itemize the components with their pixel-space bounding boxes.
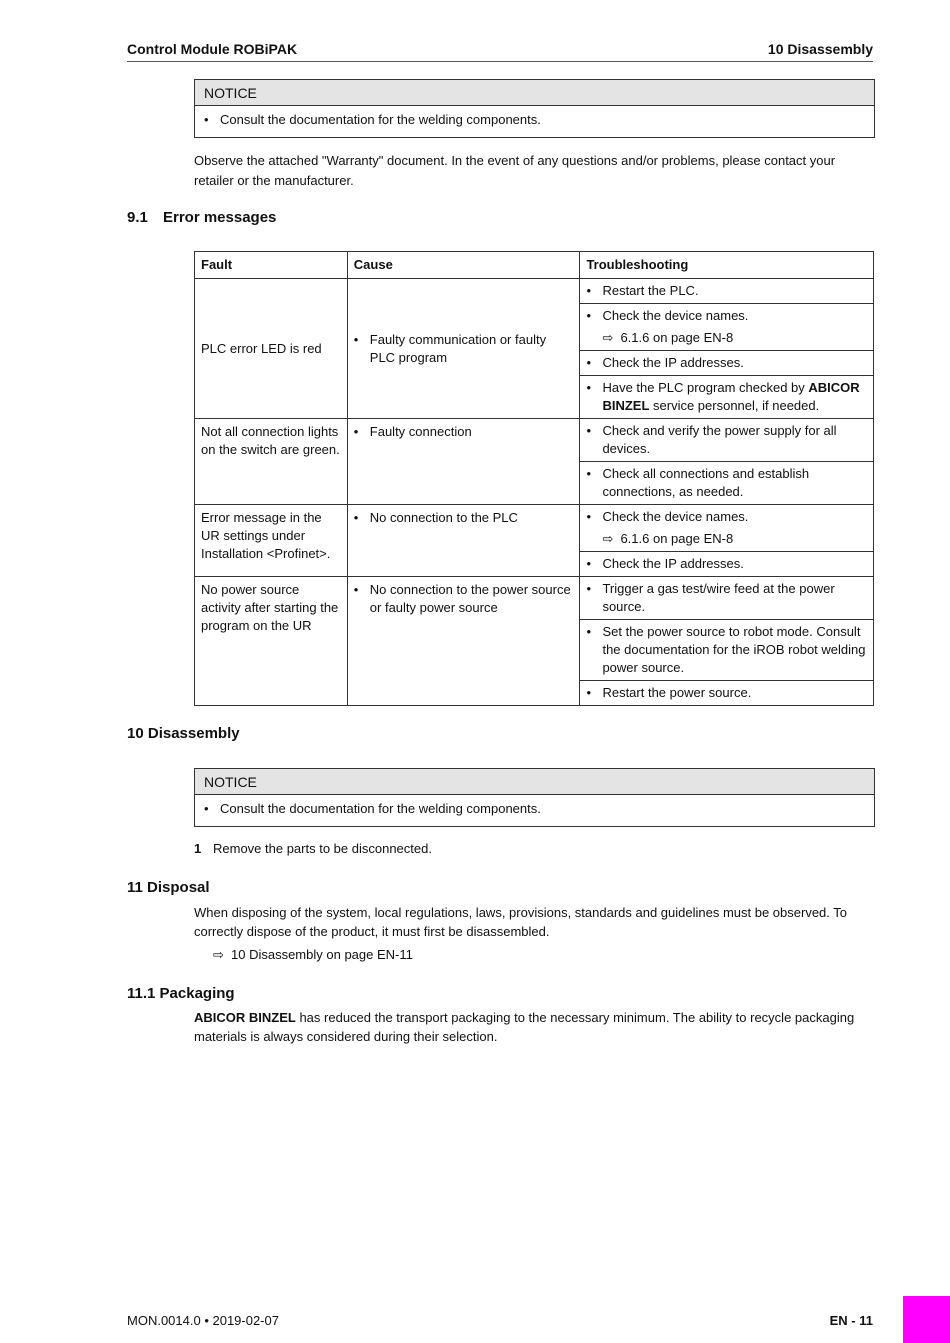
bullet-icon: • xyxy=(586,624,592,639)
cross-reference[interactable] xyxy=(213,946,413,964)
cause-cell xyxy=(347,577,580,706)
troubleshooting-text: Check all connections and establish connections, as needed. xyxy=(602,466,810,499)
notice-title: NOTICE xyxy=(195,80,874,106)
column-header-fault: Fault xyxy=(195,252,348,279)
reference-arrow-icon: ⇨ xyxy=(602,330,614,345)
bullet-icon: • xyxy=(586,380,592,395)
notice-text: Consult the documentation for the welding components. xyxy=(220,801,541,816)
troubleshooting-cell xyxy=(580,577,874,620)
column-header-cause: Cause xyxy=(347,252,580,279)
table-row xyxy=(195,419,874,462)
bullet-icon: • xyxy=(353,331,359,347)
troubleshooting-cell xyxy=(580,681,874,706)
page-tab-marker xyxy=(903,1296,950,1343)
notice-bullet xyxy=(204,800,865,818)
cause-cell xyxy=(347,505,580,577)
section-heading-9-1: 9.1 Error messages xyxy=(127,209,277,226)
troubleshooting-cell xyxy=(580,462,874,505)
bullet-icon: • xyxy=(586,355,592,370)
packaging-text: has reduced the transport packaging to the necessary minimum. The ability to recycle packaging materials is always considered during their selection. xyxy=(194,1010,855,1044)
troubleshooting-text: Check the IP addresses. xyxy=(602,355,744,370)
header-document-title: Control Module ROBiPAK xyxy=(127,41,298,57)
troubleshooting-text: Trigger a gas test/wire feed at the power source. xyxy=(602,581,835,614)
bullet-icon: • xyxy=(586,556,592,571)
troubleshooting-text: Check the device names. xyxy=(602,308,749,323)
cause-cell xyxy=(347,279,580,419)
troubleshooting-text: Check the device names. xyxy=(602,509,749,524)
troubleshooting-cell xyxy=(580,376,874,419)
packaging-paragraph xyxy=(194,1008,874,1046)
step-text: Remove the parts to be disconnected. xyxy=(213,841,432,856)
table-header-row xyxy=(195,252,874,279)
troubleshooting-cell xyxy=(580,552,874,577)
bullet-icon: • xyxy=(586,466,592,481)
error-messages-table xyxy=(194,251,874,706)
section-heading-10: 10 Disassembly xyxy=(127,725,240,742)
bullet-icon: • xyxy=(586,423,592,438)
page-number: EN - 11 xyxy=(829,1313,873,1328)
troubleshooting-cell xyxy=(580,620,874,681)
notice-title: NOTICE xyxy=(195,769,874,795)
section-heading-11: 11 Disposal xyxy=(127,879,210,896)
table-row xyxy=(195,279,874,304)
fault-cell: Error message in the UR settings under Installation <Profinet>. xyxy=(195,505,348,577)
cause-text: No connection to the power source or faulty power source xyxy=(369,582,571,615)
fault-cell: Not all connection lights on the switch are green. xyxy=(195,419,348,505)
bullet-icon: • xyxy=(586,283,592,298)
bullet-icon: • xyxy=(586,509,592,524)
troubleshooting-text: Check and verify the power supply for all devices. xyxy=(602,423,837,456)
notice-box xyxy=(194,768,875,827)
step-number: 1 xyxy=(194,841,202,856)
header-divider xyxy=(127,61,873,62)
step-item xyxy=(194,840,432,858)
column-header-troubleshooting: Troubleshooting xyxy=(580,252,874,279)
troubleshooting-cell xyxy=(580,304,874,351)
footer-doc-id: MON.0014.0 • 2019-02-07 xyxy=(127,1313,279,1328)
bullet-icon: • xyxy=(204,112,209,127)
troubleshooting-cell xyxy=(580,279,874,304)
table-row xyxy=(195,577,874,620)
fault-cell: No power source activity after starting the program on the UR xyxy=(195,577,348,706)
reference-arrow-icon: ⇨ xyxy=(602,531,614,546)
table-row xyxy=(195,505,874,552)
header-chapter-title: 10 Disassembly xyxy=(767,41,873,57)
troubleshooting-text: Restart the power source. xyxy=(602,685,752,700)
troubleshooting-text: Check the IP addresses. xyxy=(602,556,744,571)
reference-link[interactable]: 10 Disassembly on page EN-11 xyxy=(231,947,413,962)
notice-text: Consult the documentation for the welding components. xyxy=(220,112,541,127)
notice-box xyxy=(194,79,875,138)
bullet-icon: • xyxy=(586,581,592,596)
reference-link[interactable]: 6.1.6 on page EN-8 xyxy=(620,330,734,345)
troubleshooting-text: Set the power source to robot mode. Consult the documentation for the iROB robot welding power source. xyxy=(602,624,866,675)
bullet-icon: • xyxy=(353,510,359,525)
troubleshooting-text: Restart the PLC. xyxy=(602,283,699,298)
warranty-paragraph: Observe the attached "Warranty" document. In the event of any questions and/or problems, please contact your retailer or the manufacturer. xyxy=(194,153,836,188)
section-heading-11-1: 11.1 Packaging xyxy=(127,985,235,1002)
troubleshooting-cell xyxy=(580,351,874,376)
fault-cell: PLC error LED is red xyxy=(195,279,348,419)
reference-link[interactable]: 6.1.6 on page EN-8 xyxy=(620,531,734,546)
bullet-icon: • xyxy=(353,582,359,597)
troubleshooting-cell xyxy=(580,419,874,462)
cause-text: No connection to the PLC xyxy=(369,510,518,525)
brand-name: ABICOR BINZEL xyxy=(194,1010,296,1025)
bullet-icon: • xyxy=(353,424,359,439)
troubleshooting-text: Have the PLC program checked by ABICOR BINZEL service personnel, if needed. xyxy=(602,380,860,413)
bullet-icon: • xyxy=(204,801,209,816)
cross-reference[interactable] xyxy=(586,530,867,548)
cause-cell xyxy=(347,419,580,505)
reference-arrow-icon: ⇨ xyxy=(213,947,224,962)
notice-bullet xyxy=(204,111,865,129)
brand-name: ABICOR BINZEL xyxy=(602,380,860,413)
cause-text: Faulty connection xyxy=(369,424,472,439)
cause-text: Faulty communication or faulty PLC program xyxy=(369,331,547,365)
troubleshooting-cell xyxy=(580,505,874,552)
disposal-paragraph: When disposing of the system, local regulations, laws, provisions, standards and guidelines must be observed. To correctly dispose of the product, it must first be disassembled. xyxy=(194,905,848,939)
cross-reference[interactable] xyxy=(586,329,867,347)
bullet-icon: • xyxy=(586,308,592,323)
bullet-icon: • xyxy=(586,685,592,700)
